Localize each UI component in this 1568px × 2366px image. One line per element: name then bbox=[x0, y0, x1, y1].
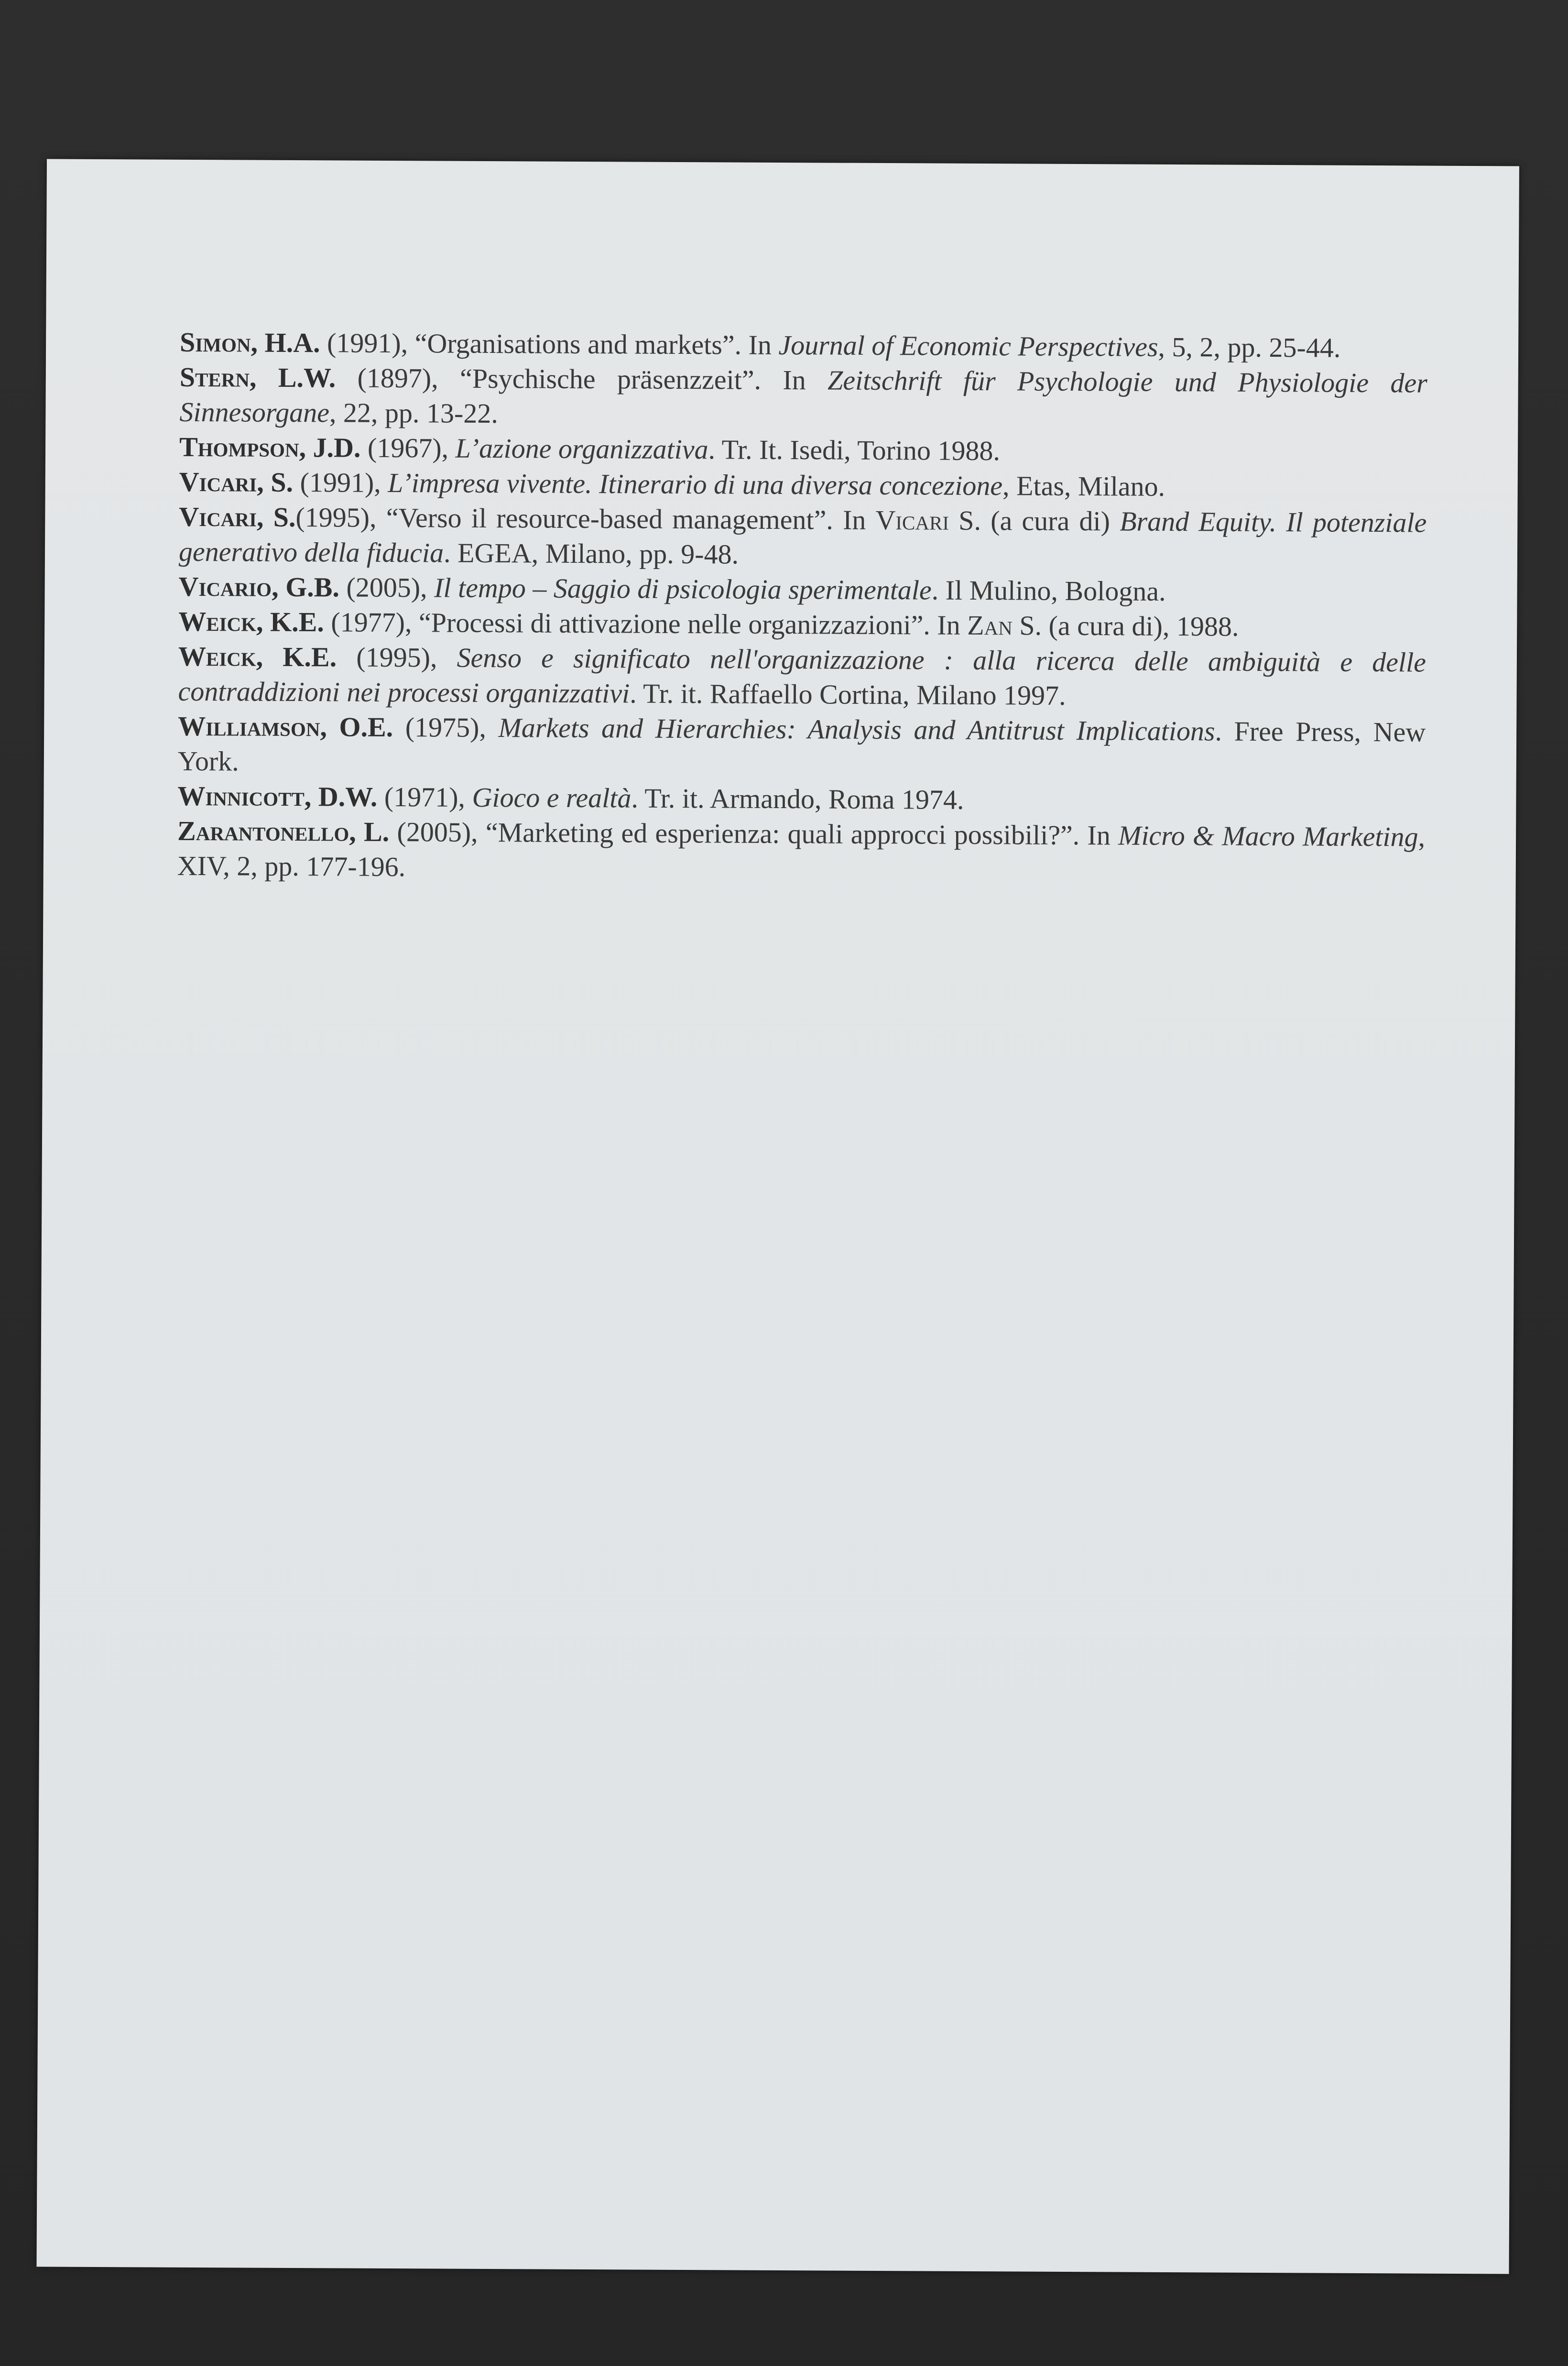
reference-author: Zarantonello, L. bbox=[177, 815, 390, 847]
reference-item bbox=[177, 813, 1426, 889]
reference-text: , Etas, Milano. bbox=[1002, 470, 1165, 502]
reference-author: Simon, H.A. bbox=[179, 326, 320, 359]
reference-author: Vicari, S. bbox=[179, 501, 296, 533]
reference-item bbox=[180, 325, 1427, 366]
reference-editor: Vicari bbox=[875, 504, 949, 536]
reference-author: Williamson, O.E. bbox=[178, 710, 393, 743]
reference-author: Weick, K.E. bbox=[178, 640, 337, 673]
reference-text: , XIV, 2, pp. 177-196. bbox=[177, 821, 1426, 883]
reference-author: Stern, L.W. bbox=[179, 361, 336, 394]
reference-author: Vicari, S. bbox=[179, 466, 294, 498]
reference-item bbox=[179, 360, 1427, 436]
paper-sheet bbox=[36, 159, 1519, 2274]
reference-title: Markets and Hierarchies: Analysis and Antitrust Implications bbox=[498, 712, 1215, 747]
reference-text: (1995), “Verso il resource-based management”. In bbox=[295, 502, 876, 536]
reference-item bbox=[179, 499, 1427, 575]
reference-title: Gioco e realtà bbox=[472, 781, 632, 814]
reference-title: Il tempo – Saggio di psicologia sperimentale bbox=[434, 572, 932, 606]
reference-text: , 5, 2, pp. 25-44. bbox=[1158, 331, 1341, 363]
reference-author: Weick, K.E. bbox=[178, 605, 325, 638]
reference-text: (1975), bbox=[393, 712, 499, 744]
reference-text: (1971), bbox=[377, 781, 472, 813]
reference-text: . Il Mulino, Bologna. bbox=[931, 574, 1166, 607]
reference-text: S. (a cura di), 1988. bbox=[1012, 610, 1239, 642]
reference-author: Winnicott, D.W. bbox=[177, 780, 378, 812]
reference-item bbox=[178, 709, 1426, 785]
reference-text: . Tr. It. Isedi, Torino 1988. bbox=[708, 434, 1001, 467]
reference-text: (1967), bbox=[360, 432, 456, 464]
reference-author: Vicario, G.B. bbox=[178, 570, 340, 603]
reference-editor: Zan bbox=[967, 609, 1013, 641]
reference-title: L’azione organizzativa bbox=[455, 432, 708, 465]
reference-title: Micro & Macro Marketing bbox=[1118, 820, 1418, 853]
reference-item bbox=[179, 429, 1427, 471]
reference-text: (1977), “Processi di attivazione nelle organizzazioni”. In bbox=[324, 606, 968, 641]
reference-text: . Tr. it. Armando, Roma 1974. bbox=[631, 782, 964, 815]
bibliography-list bbox=[177, 325, 1428, 889]
reference-text: , 22, pp. 13-22. bbox=[329, 397, 499, 429]
reference-text: (1995), bbox=[337, 641, 457, 673]
reference-item bbox=[178, 604, 1426, 645]
reference-title: Zeitschrift für Psychologie und Physiologie der Sinnesorgane bbox=[179, 364, 1427, 428]
reference-text: S. (a cura di) bbox=[948, 504, 1120, 537]
reference-item bbox=[179, 464, 1427, 505]
reference-item bbox=[178, 569, 1426, 610]
reference-text: . Free Press, New York. bbox=[177, 715, 1426, 777]
reference-item bbox=[177, 778, 1425, 820]
reference-text: . EGEA, Milano, pp. 9-48. bbox=[443, 537, 739, 570]
reference-text: (1991), “Organisations and markets”. In bbox=[320, 327, 779, 361]
reference-author: Thompson, J.D. bbox=[179, 431, 361, 463]
reference-title: Brand Equity. Il potenziale generativo della fiducia bbox=[178, 505, 1427, 569]
reference-text: (1897), “Psychische präsenzzeit”. In bbox=[336, 362, 828, 396]
reference-item bbox=[178, 639, 1426, 715]
reference-title: Senso e significato nell'organizzazione : alla ricerca delle ambiguità e delle contraddizioni nei processi organizzativi bbox=[178, 642, 1426, 709]
reference-text: (1991), bbox=[293, 466, 388, 498]
reference-text: (2005), “Marketing ed esperienza: quali approcci possibili?”. In bbox=[389, 816, 1119, 851]
reference-text: (2005), bbox=[339, 571, 435, 603]
reference-title: Journal of Economic Perspectives bbox=[778, 329, 1158, 362]
reference-text: . Tr. it. Raffaello Cortina, Milano 1997. bbox=[630, 678, 1066, 711]
reference-title: L’impresa vivente. Itinerario di una diversa concezione bbox=[388, 467, 1003, 502]
